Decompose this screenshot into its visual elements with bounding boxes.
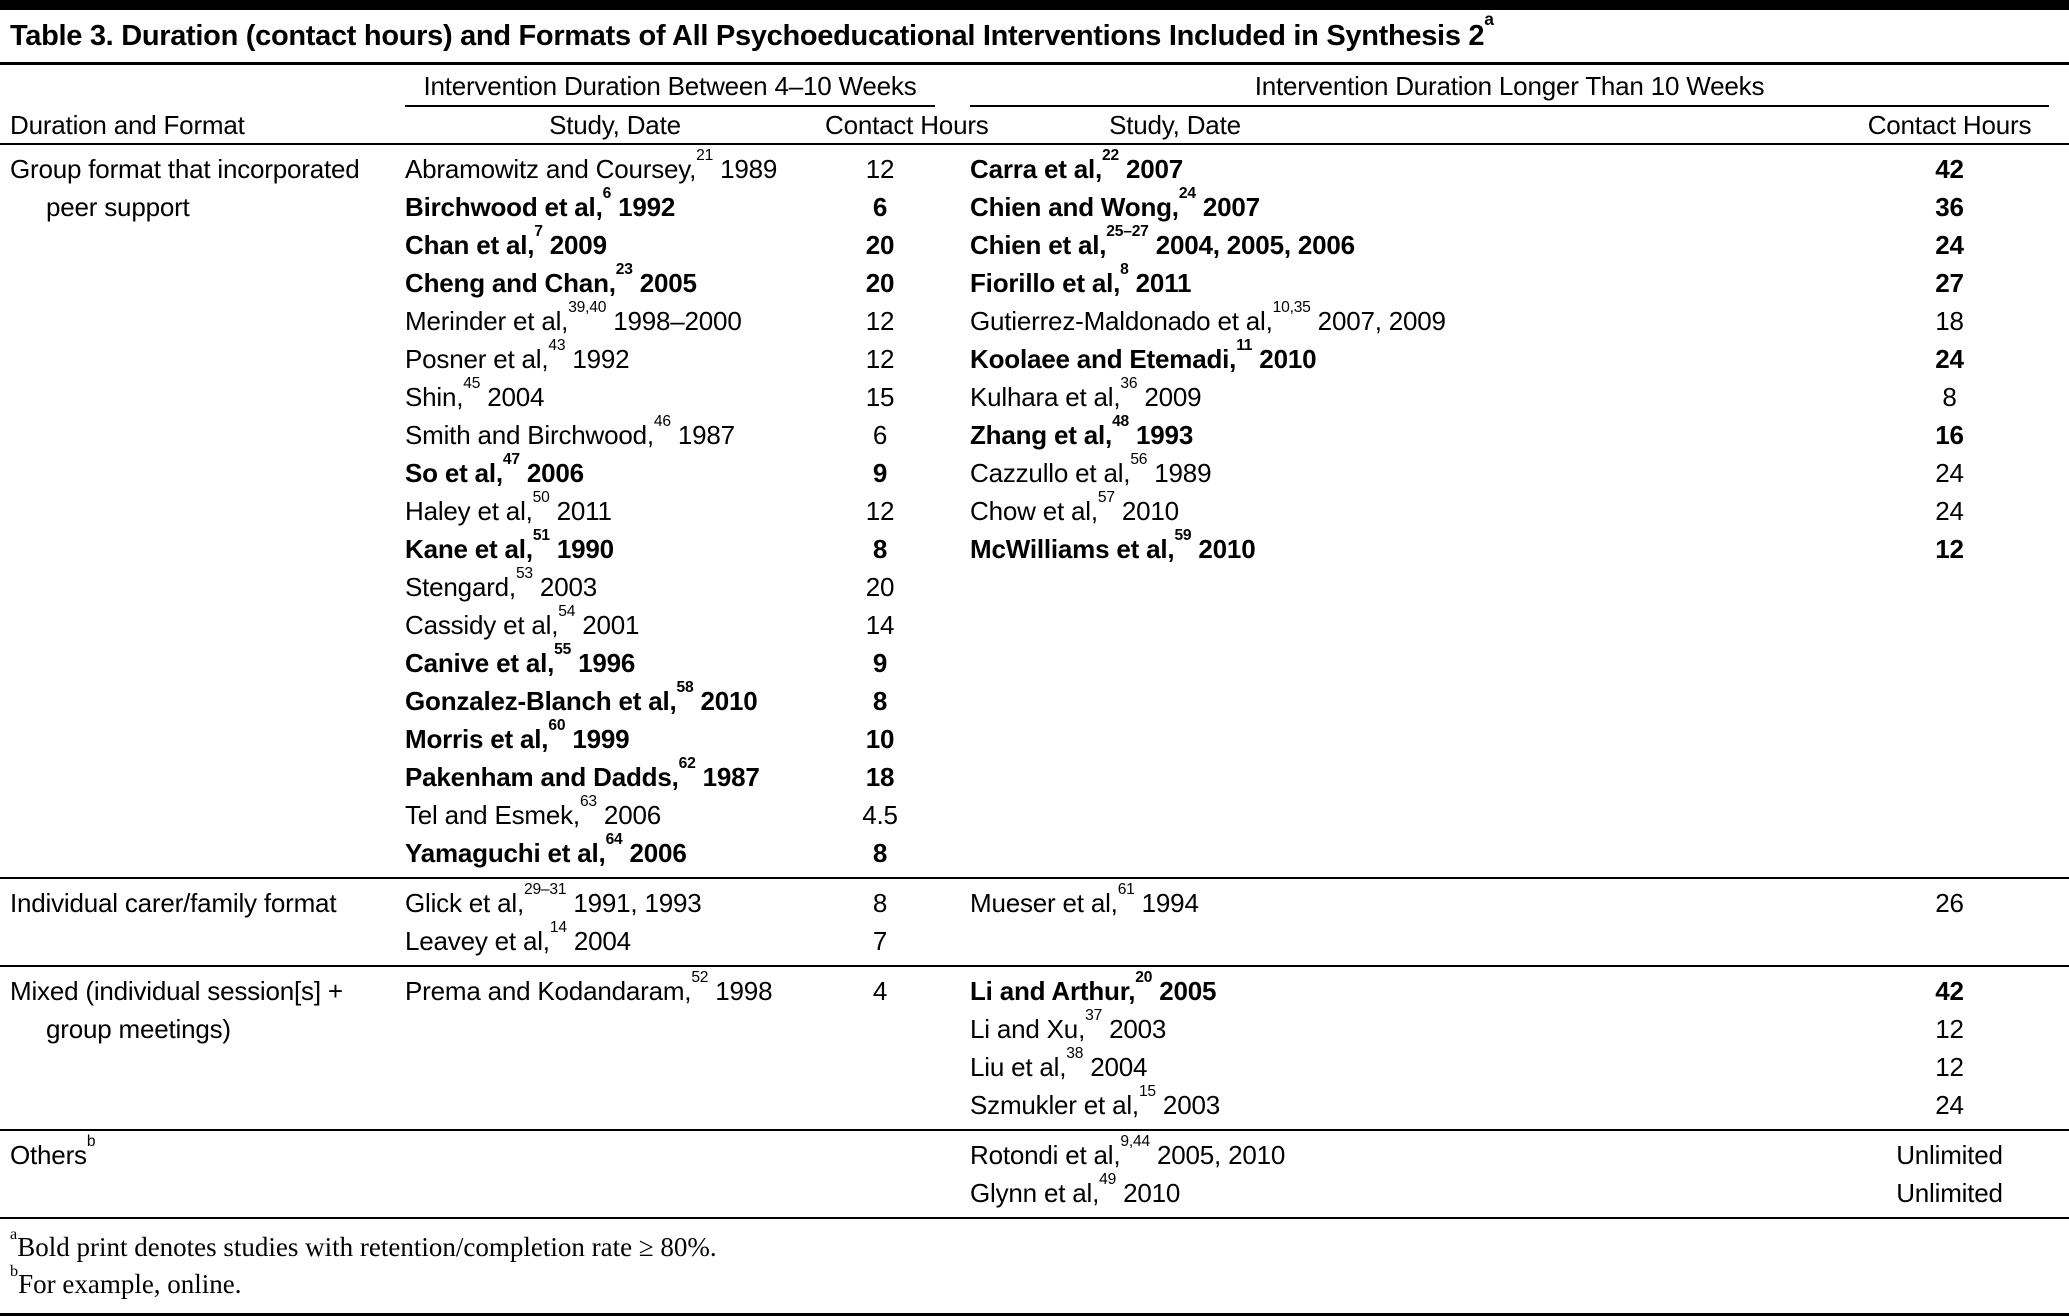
contact-hours-value: 27 bbox=[1935, 268, 1964, 298]
reference-superscript: 47 bbox=[502, 450, 520, 468]
reference-superscript: 39,40 bbox=[568, 298, 607, 316]
study-row bbox=[970, 1044, 2049, 1086]
study-citation: Carra et al,$^{22}$ 2007 bbox=[970, 146, 1184, 184]
study-row bbox=[405, 450, 935, 492]
study-citation: Yamaguchi et al,$^{64}$ 2006 bbox=[405, 830, 687, 868]
section-label-text: Others bbox=[10, 1140, 87, 1170]
contact-hours-value: 36 bbox=[1935, 192, 1964, 222]
contact-hours-value: 12 bbox=[1935, 1014, 1964, 1044]
study-row bbox=[970, 336, 2049, 378]
study-citation: Shin,$^{45}$ 2004 bbox=[405, 374, 545, 412]
reference-superscript: 25–27 bbox=[1106, 222, 1149, 240]
column-header-row bbox=[0, 107, 2069, 143]
contact-hours-value: 7 bbox=[872, 926, 888, 956]
contact-hours-value: Unlimited bbox=[1896, 1178, 2003, 1208]
table-title-text: Table 3. Duration (contact hours) and Formats of All Psychoeducational Interventions Included in Synthesis 2 bbox=[10, 20, 1485, 52]
study-row bbox=[970, 1082, 2049, 1124]
section-label-footnote-marker: b bbox=[86, 1132, 96, 1150]
study-row bbox=[405, 146, 935, 188]
rows-over-10-weeks bbox=[970, 146, 2049, 568]
study-row bbox=[405, 716, 935, 758]
study-row bbox=[405, 526, 935, 568]
study-citation: Smith and Birchwood,$^{46}$ 1987 bbox=[405, 412, 735, 450]
contact-hours-value: 42 bbox=[1935, 154, 1964, 184]
study-row bbox=[405, 880, 935, 922]
reference-superscript: 6 bbox=[602, 184, 612, 202]
study-row bbox=[405, 222, 935, 264]
spanner-over-10-weeks-label: Intervention Duration Longer Than 10 Weeks bbox=[1254, 71, 1765, 101]
study-citation: So et al,$^{47}$ 2006 bbox=[405, 450, 584, 488]
study-citation: Gutierrez-Maldonado et al,$^{10,35}$ 2007, 2009 bbox=[970, 298, 1446, 336]
study-row bbox=[405, 488, 935, 530]
study-citation: Cazzullo et al,$^{56}$ 1989 bbox=[970, 450, 1212, 488]
study-citation: Liu et al,$^{38}$ 2004 bbox=[970, 1044, 1148, 1082]
study-citation: Koolaee and Etemadi,$^{11}$ 2010 bbox=[970, 336, 1317, 374]
study-citation: Stengard,$^{53}$ 2003 bbox=[405, 564, 597, 602]
reference-superscript: 15 bbox=[1138, 1082, 1156, 1100]
section-label bbox=[10, 1132, 405, 1174]
study-citation: Kulhara et al,$^{36}$ 2009 bbox=[970, 374, 1202, 412]
contact-hours-value: 12 bbox=[1935, 1052, 1964, 1082]
contact-hours-value: 24 bbox=[1935, 1090, 1964, 1120]
study-row bbox=[405, 602, 935, 644]
study-row bbox=[405, 412, 935, 454]
reference-superscript: 49 bbox=[1099, 1170, 1117, 1188]
study-citation: Leavey et al,$^{14}$ 2004 bbox=[405, 918, 631, 956]
table-top-rule bbox=[0, 0, 2069, 10]
study-row bbox=[405, 298, 935, 340]
footnote-a-text: Bold print denotes studies with retention/completion rate ≥ 80%. bbox=[17, 1232, 717, 1262]
contact-hours-value: 20 bbox=[865, 572, 895, 602]
study-citation: Kane et al,$^{51}$ 1990 bbox=[405, 526, 614, 564]
reference-superscript: 45 bbox=[463, 374, 481, 392]
table-footnotes bbox=[0, 1217, 2069, 1316]
column-header-contact-hours-right: Contact Hours bbox=[1867, 110, 2032, 140]
study-citation: Abramowitz and Coursey,$^{21}$ 1989 bbox=[405, 146, 778, 184]
study-row bbox=[970, 374, 2049, 416]
left-column-headers bbox=[405, 107, 989, 143]
right-column-headers bbox=[970, 107, 2049, 143]
study-citation: Chien and Wong,$^{24}$ 2007 bbox=[970, 184, 1260, 222]
column-header-duration-format: Duration and Format bbox=[10, 110, 245, 140]
study-row bbox=[405, 678, 935, 720]
study-citation: Haley et al,$^{50}$ 2011 bbox=[405, 488, 612, 526]
study-row bbox=[970, 184, 2049, 226]
contact-hours-value: 24 bbox=[1935, 458, 1964, 488]
reference-superscript: 48 bbox=[1112, 412, 1130, 430]
rows-4-10-weeks bbox=[405, 146, 935, 872]
contact-hours-value: 12 bbox=[865, 154, 895, 184]
reference-superscript: 36 bbox=[1120, 374, 1138, 392]
footnote-b-text: For example, online. bbox=[18, 1269, 242, 1299]
contact-hours-value: 18 bbox=[1935, 306, 1964, 336]
reference-superscript: 50 bbox=[532, 488, 550, 506]
reference-superscript: 43 bbox=[548, 336, 566, 354]
study-citation: Glick et al,$^{29-31}$ 1991, 1993 bbox=[405, 880, 702, 918]
table-body bbox=[0, 143, 2069, 1217]
column-gap bbox=[935, 71, 970, 107]
study-row bbox=[405, 640, 935, 682]
study-citation: Canive et al,$^{55}$ 1996 bbox=[405, 640, 636, 678]
reference-superscript: 55 bbox=[554, 640, 572, 658]
study-row bbox=[405, 830, 935, 872]
reference-superscript: 9,44 bbox=[1120, 1132, 1150, 1150]
spanner-over-10-weeks bbox=[970, 71, 2049, 107]
contact-hours-value: 4.5 bbox=[862, 800, 898, 830]
study-row bbox=[970, 526, 2049, 568]
contact-hours-value: 8 bbox=[872, 838, 888, 868]
reference-superscript: 60 bbox=[548, 716, 566, 734]
reference-superscript: 29–31 bbox=[523, 880, 567, 898]
reference-superscript: 8 bbox=[1120, 260, 1129, 278]
study-row bbox=[970, 880, 2049, 922]
contact-hours-value: 12 bbox=[865, 344, 895, 374]
contact-hours-value: 24 bbox=[1935, 230, 1964, 260]
spanner-header-row bbox=[0, 65, 2069, 107]
contact-hours-value: 12 bbox=[1935, 534, 1964, 564]
contact-hours-value: 9 bbox=[872, 648, 888, 678]
study-citation: Chien et al,$^{25-27}$ 2004, 2005, 2006 bbox=[970, 222, 1355, 260]
study-row bbox=[970, 1132, 2049, 1174]
reference-superscript: 59 bbox=[1174, 526, 1192, 544]
reference-superscript: 62 bbox=[678, 754, 696, 772]
study-citation: Cassidy et al,$^{54}$ 2001 bbox=[405, 602, 640, 640]
study-row bbox=[970, 412, 2049, 454]
reference-superscript: 38 bbox=[1066, 1044, 1084, 1062]
study-row bbox=[405, 968, 935, 1010]
contact-hours-value: 4 bbox=[872, 976, 888, 1006]
contact-hours-value: 8 bbox=[872, 686, 888, 716]
study-row bbox=[405, 184, 935, 226]
reference-superscript: 63 bbox=[579, 792, 597, 810]
contact-hours-value: 6 bbox=[872, 420, 888, 450]
study-citation: Mueser et al,$^{61}$ 1994 bbox=[970, 880, 1199, 918]
reference-superscript: 61 bbox=[1117, 880, 1135, 898]
spanner-4-10-weeks-label: Intervention Duration Between 4–10 Weeks bbox=[423, 71, 917, 101]
reference-superscript: 21 bbox=[696, 146, 714, 164]
footnote-a-marker: a bbox=[10, 1224, 18, 1243]
study-citation: Li and Xu,$^{37}$ 2003 bbox=[970, 1006, 1167, 1044]
contact-hours-value: 24 bbox=[1935, 496, 1964, 526]
reference-superscript: 51 bbox=[532, 526, 550, 544]
reference-superscript: 10,35 bbox=[1272, 298, 1311, 316]
contact-hours-value: 26 bbox=[1935, 888, 1964, 918]
study-row bbox=[970, 968, 2049, 1010]
study-citation: Glynn et al,$^{49}$ 2010 bbox=[970, 1170, 1181, 1208]
contact-hours-value: 8 bbox=[1942, 382, 1957, 412]
section-label bbox=[10, 150, 405, 226]
footnote-a bbox=[10, 1224, 2059, 1266]
reference-superscript: 20 bbox=[1135, 968, 1153, 986]
rows-4-10-weeks bbox=[405, 880, 935, 960]
study-citation: Gonzalez-Blanch et al,$^{58}$ 2010 bbox=[405, 678, 758, 716]
contact-hours-value: Unlimited bbox=[1896, 1140, 2003, 1170]
study-citation: Birchwood et al,$^6$ 1992 bbox=[405, 184, 676, 222]
study-citation: Cheng and Chan,$^{23}$ 2005 bbox=[405, 260, 697, 298]
column-header-contact-hours-left: Contact Hours bbox=[825, 110, 989, 140]
section-others bbox=[0, 1129, 2069, 1217]
reference-superscript: 24 bbox=[1178, 184, 1196, 202]
contact-hours-value: 8 bbox=[872, 888, 888, 918]
study-row bbox=[970, 1170, 2049, 1212]
study-citation: Chan et al,$^7$ 2009 bbox=[405, 222, 607, 260]
reference-superscript: 52 bbox=[691, 968, 709, 986]
study-row bbox=[405, 336, 935, 378]
contact-hours-value: 12 bbox=[865, 496, 895, 526]
study-citation: Li and Arthur,$^{20}$ 2005 bbox=[970, 968, 1217, 1006]
spanner-spacer bbox=[10, 71, 405, 107]
reference-superscript: 56 bbox=[1130, 450, 1148, 468]
section-group-peer-support bbox=[0, 143, 2069, 877]
study-citation: Morris et al,$^{60}$ 1999 bbox=[405, 716, 630, 754]
study-row bbox=[970, 146, 2049, 188]
rows-over-10-weeks bbox=[970, 880, 2049, 922]
contact-hours-value: 9 bbox=[872, 458, 888, 488]
study-citation: Fiorillo et al,$^8$ 2011 bbox=[970, 260, 1192, 298]
section-label bbox=[10, 884, 405, 922]
study-row bbox=[405, 260, 935, 302]
contact-hours-value: 12 bbox=[865, 306, 895, 336]
reference-superscript: 53 bbox=[515, 564, 533, 582]
study-citation: Chow et al,$^{57}$ 2010 bbox=[970, 488, 1179, 526]
study-citation: Szmukler et al,$^{15}$ 2003 bbox=[970, 1082, 1220, 1120]
reference-superscript: 37 bbox=[1085, 1006, 1103, 1024]
spanner-4-10-weeks bbox=[405, 71, 935, 107]
rows-over-10-weeks bbox=[970, 1132, 2049, 1212]
study-citation: Posner et al,$^{43}$ 1992 bbox=[405, 336, 630, 374]
section-label bbox=[10, 972, 405, 1048]
reference-superscript: 14 bbox=[549, 918, 567, 936]
study-row bbox=[970, 1006, 2049, 1048]
contact-hours-value: 42 bbox=[1935, 976, 1964, 1006]
contact-hours-value: 18 bbox=[865, 762, 895, 792]
contact-hours-value: 20 bbox=[865, 268, 895, 298]
study-citation: Pakenham and Dadds,$^{62}$ 1987 bbox=[405, 754, 760, 792]
study-row bbox=[970, 488, 2049, 530]
reference-superscript: 57 bbox=[1097, 488, 1115, 506]
study-row bbox=[405, 564, 935, 606]
section-label-text: Group format that incorporated peer support bbox=[10, 154, 360, 222]
contact-hours-value: 16 bbox=[1935, 420, 1964, 450]
table-title-footnote-marker: a bbox=[1484, 8, 1494, 29]
reference-superscript: 64 bbox=[605, 830, 623, 848]
reference-superscript: 11 bbox=[1236, 336, 1253, 354]
section-label-text: Mixed (individual session[s] + group meetings) bbox=[10, 976, 343, 1044]
study-citation: Zhang et al,$^{48}$ 1993 bbox=[970, 412, 1194, 450]
study-row bbox=[970, 450, 2049, 492]
study-citation: McWilliams et al,$^{59}$ 2010 bbox=[970, 526, 1256, 564]
contact-hours-value: 6 bbox=[872, 192, 888, 222]
study-row bbox=[405, 918, 935, 960]
reference-superscript: 22 bbox=[1102, 146, 1119, 164]
footnote-b bbox=[10, 1261, 2059, 1303]
reference-superscript: 54 bbox=[558, 602, 576, 620]
reference-superscript: 7 bbox=[534, 222, 543, 240]
contact-hours-value: 10 bbox=[865, 724, 895, 754]
contact-hours-value: 14 bbox=[865, 610, 895, 640]
study-citation: Merinder et al,$^{39,40}$ 1998–2000 bbox=[405, 298, 742, 336]
study-row bbox=[970, 222, 2049, 264]
study-citation: Prema and Kodandaram,$^{52}$ 1998 bbox=[405, 968, 773, 1006]
study-row bbox=[405, 792, 935, 834]
reference-superscript: 58 bbox=[676, 678, 694, 696]
study-row bbox=[405, 374, 935, 416]
section-mixed-format bbox=[0, 965, 2069, 1129]
reference-superscript: 46 bbox=[653, 412, 671, 430]
reference-superscript: 23 bbox=[615, 260, 633, 278]
section-individual-carer-family bbox=[0, 877, 2069, 965]
rows-4-10-weeks bbox=[405, 968, 935, 1010]
column-header-study-date-right: Study, Date bbox=[1109, 110, 1241, 140]
study-citation: Rotondi et al,$^{9,44}$ 2005, 2010 bbox=[970, 1132, 1286, 1170]
contact-hours-value: 20 bbox=[865, 230, 895, 260]
study-row bbox=[970, 260, 2049, 302]
study-row bbox=[970, 298, 2049, 340]
rows-over-10-weeks bbox=[970, 968, 2049, 1124]
section-label-text: Individual carer/family format bbox=[10, 888, 337, 918]
study-citation: Tel and Esmek,$^{63}$ 2006 bbox=[405, 792, 661, 830]
table-title bbox=[0, 10, 2069, 65]
study-row bbox=[405, 754, 935, 796]
contact-hours-value: 15 bbox=[865, 382, 895, 412]
contact-hours-value: 8 bbox=[872, 534, 888, 564]
column-header-study-date-left: Study, Date bbox=[549, 110, 681, 140]
contact-hours-value: 24 bbox=[1935, 344, 1964, 374]
footnote-b-marker: b bbox=[10, 1261, 19, 1280]
